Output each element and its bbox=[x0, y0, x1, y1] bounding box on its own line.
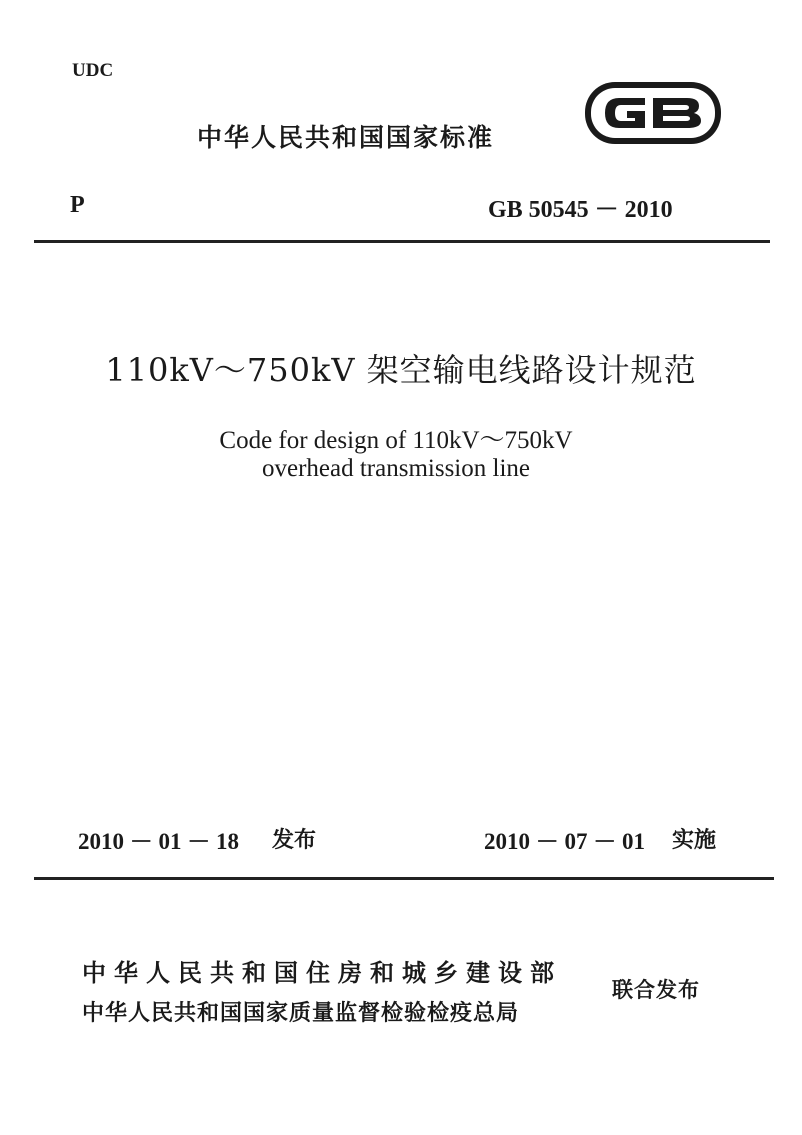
publisher-2: 中华人民共和国国家质量监督检验检疫总局 bbox=[82, 1001, 520, 1026]
top-divider bbox=[34, 240, 770, 243]
title-english-line1: Code for design of 110kV～750kV bbox=[219, 427, 573, 454]
gb-logo bbox=[583, 80, 723, 146]
issue-date: 2010 － 01 － 18 bbox=[78, 829, 239, 854]
category-code: P bbox=[70, 192, 85, 218]
bottom-divider bbox=[34, 877, 774, 880]
publisher-1: 中华人民共和国住房和城乡建设部 bbox=[82, 959, 562, 987]
title-english-line2: overhead transmission line bbox=[262, 455, 530, 482]
joint-issue-label: 联合发布 bbox=[612, 978, 700, 1002]
title-chinese: 110kV～750kV 架空输电线路设计规范 bbox=[105, 351, 697, 389]
implementation-date: 2010 － 07 － 01 bbox=[484, 829, 645, 854]
standard-number: GB 50545 － 2010 bbox=[488, 197, 673, 223]
national-standard-heading: 中华人民共和国国家标准 bbox=[197, 123, 495, 152]
issue-label: 发布 bbox=[272, 828, 317, 853]
udc-label: UDC bbox=[72, 60, 114, 81]
implementation-label: 实施 bbox=[672, 828, 717, 853]
